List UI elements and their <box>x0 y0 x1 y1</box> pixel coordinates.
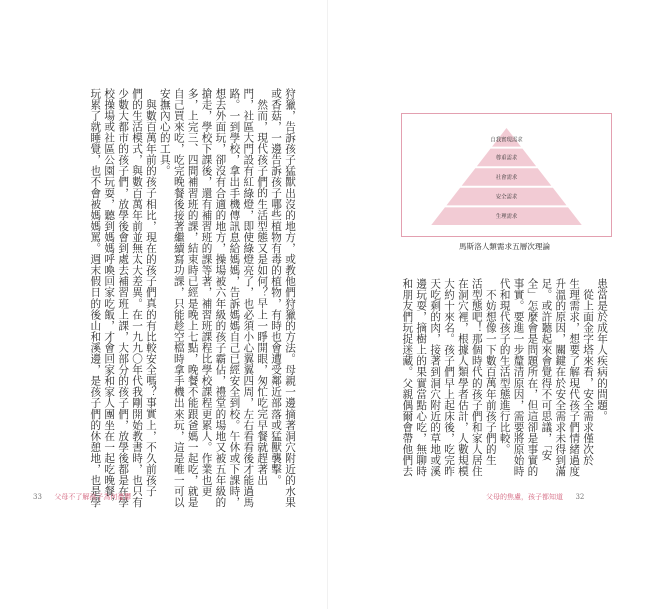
text-column: 邊玩耍，摘樹上的果實當點心吃，無聊時 <box>415 278 428 477</box>
text-column: 從上面金字塔來看，安全需求僅次於 <box>582 288 595 466</box>
maslow-pyramid-figure <box>401 113 612 237</box>
text-column: 安撫內心的工具。 <box>158 88 171 177</box>
text-column: 和朋友們玩捉迷藏。父親偶爾會帶他們去 <box>401 278 414 477</box>
text-column: 與數百萬年前的孩子相比，現在的孩子們真的有比較安全嗎？事實上，不久前孩子 <box>144 98 157 497</box>
pyramid-layer-label: 社會需求 <box>495 175 518 181</box>
text-column: 路。一到學校，拿出手機傳訊息給媽媽，告訴媽媽自己已經安全到校。午休或下課時， <box>228 88 241 508</box>
page-number: 33 <box>33 493 42 501</box>
pyramid-layer-label: 生理需求 <box>495 214 518 221</box>
text-column: 代和現代孩子的生活型態進行比較。 <box>498 278 511 455</box>
right-page <box>328 0 655 609</box>
text-column: 狩獵，告訴孩子猛獸出沒的地方，或教他們狩獵的方法。母親一邊摘著洞穴附近的水果 <box>284 88 296 508</box>
page-number: 32 <box>575 493 585 501</box>
text-column: 自己買來吃，吃完晚餐後接著繼續寫功課，只能趁空檔時拿手機出來玩，這是唯一可以 <box>172 88 185 508</box>
text-column: 想去外面玩，卻沒有合適的地方，操場被六年級的孩子霸佔，禮堂的場地又被五年級的 <box>214 88 227 508</box>
pyramid-layer-label: 安全需求 <box>495 194 518 201</box>
text-column: 事實。要進一步釐清原因，需要將原始時 <box>512 278 525 477</box>
text-column: 全」怎麼會是問題所在，但這卻是事實的 <box>526 278 539 477</box>
text-column: 在洞穴裡，根據人類學者估計，人數規模 <box>456 278 469 477</box>
text-column: 生理需求，想要了解現代孩子們情緒過度 <box>568 278 581 477</box>
text-column: 大約十來名。孩子們早上起床後，吃完昨 <box>443 278 456 477</box>
pyramid-layer-label: 自我實現需求 <box>490 137 523 144</box>
text-column: 搶走，學校下課後，還有補習班的課等著，補習班課程比學校課程更累人。作業也更 <box>200 88 213 497</box>
text-column: 門，社區大門設有紅綠燈，即使綠燈亮了，也必須小心翼翼四周，左右看看後才能過馬 <box>242 88 255 508</box>
text-column: 少數大都市的孩子們，放學後會到處去補習班上課，大部分的孩子們，放學後都是在學 <box>117 88 130 508</box>
text-column: 活型態吧！那個時代的孩子們和家人居住 <box>470 278 483 477</box>
right-page-body <box>399 278 608 486</box>
running-title: 父母的焦慮，孩子都知道 <box>486 493 563 501</box>
pyramid-layer-label: 尊重需求 <box>495 155 518 162</box>
running-title: 父母不了解孩子為何憂鬱 <box>54 493 132 501</box>
right-footer <box>486 492 584 502</box>
figure-caption: 馬斯洛人類需求五層次理論 <box>458 242 551 251</box>
text-column: 多，上完三、四間補習班的課，結束時已經是晚上七點，晚餐不能跟爸媽一起吃，就是 <box>186 88 199 508</box>
text-column: 或香菇，一邊告訴孩子哪些植物有毒的植物，有時也會遭受鄰近部落或猛獸襲擊。 <box>270 88 283 486</box>
left-footer <box>33 492 131 502</box>
text-column: 們的生活模式，與數百萬年前並無太大差異。在一九九〇年代我剛開始教書時，也只有 <box>131 88 144 508</box>
left-page <box>0 0 327 609</box>
text-column: 升溫的原因，關鍵在於安全需求未得到滿 <box>554 278 567 477</box>
text-column: 不妨想像一下數百萬年前孩子們的生 <box>484 288 497 466</box>
text-column: 玩累了就睡覺，也不會被媽媽罵。週末假日的後山和溪邊，是孩子們的休憩地，也是學 <box>89 88 102 508</box>
text-column: 足。或許聽起來會覺得不可思議，「安 <box>540 278 553 461</box>
text-column: 校操場或社區公園玩耍，聽到媽媽呼喚回家吃飯，才會回家和家人團坐在一起吃晚餐， <box>103 88 116 508</box>
text-column: 然而，現代孩子們的生活型態又是如何？早上一睜開眼，匆忙吃完早餐就趕著出 <box>256 98 269 486</box>
text-column: 天吃剩的肉，接著到洞穴附近的草地或溪 <box>429 278 442 477</box>
text-column: 患當是於成年人疾病的問題。 <box>596 278 608 422</box>
pyramid-diagram <box>402 114 611 236</box>
